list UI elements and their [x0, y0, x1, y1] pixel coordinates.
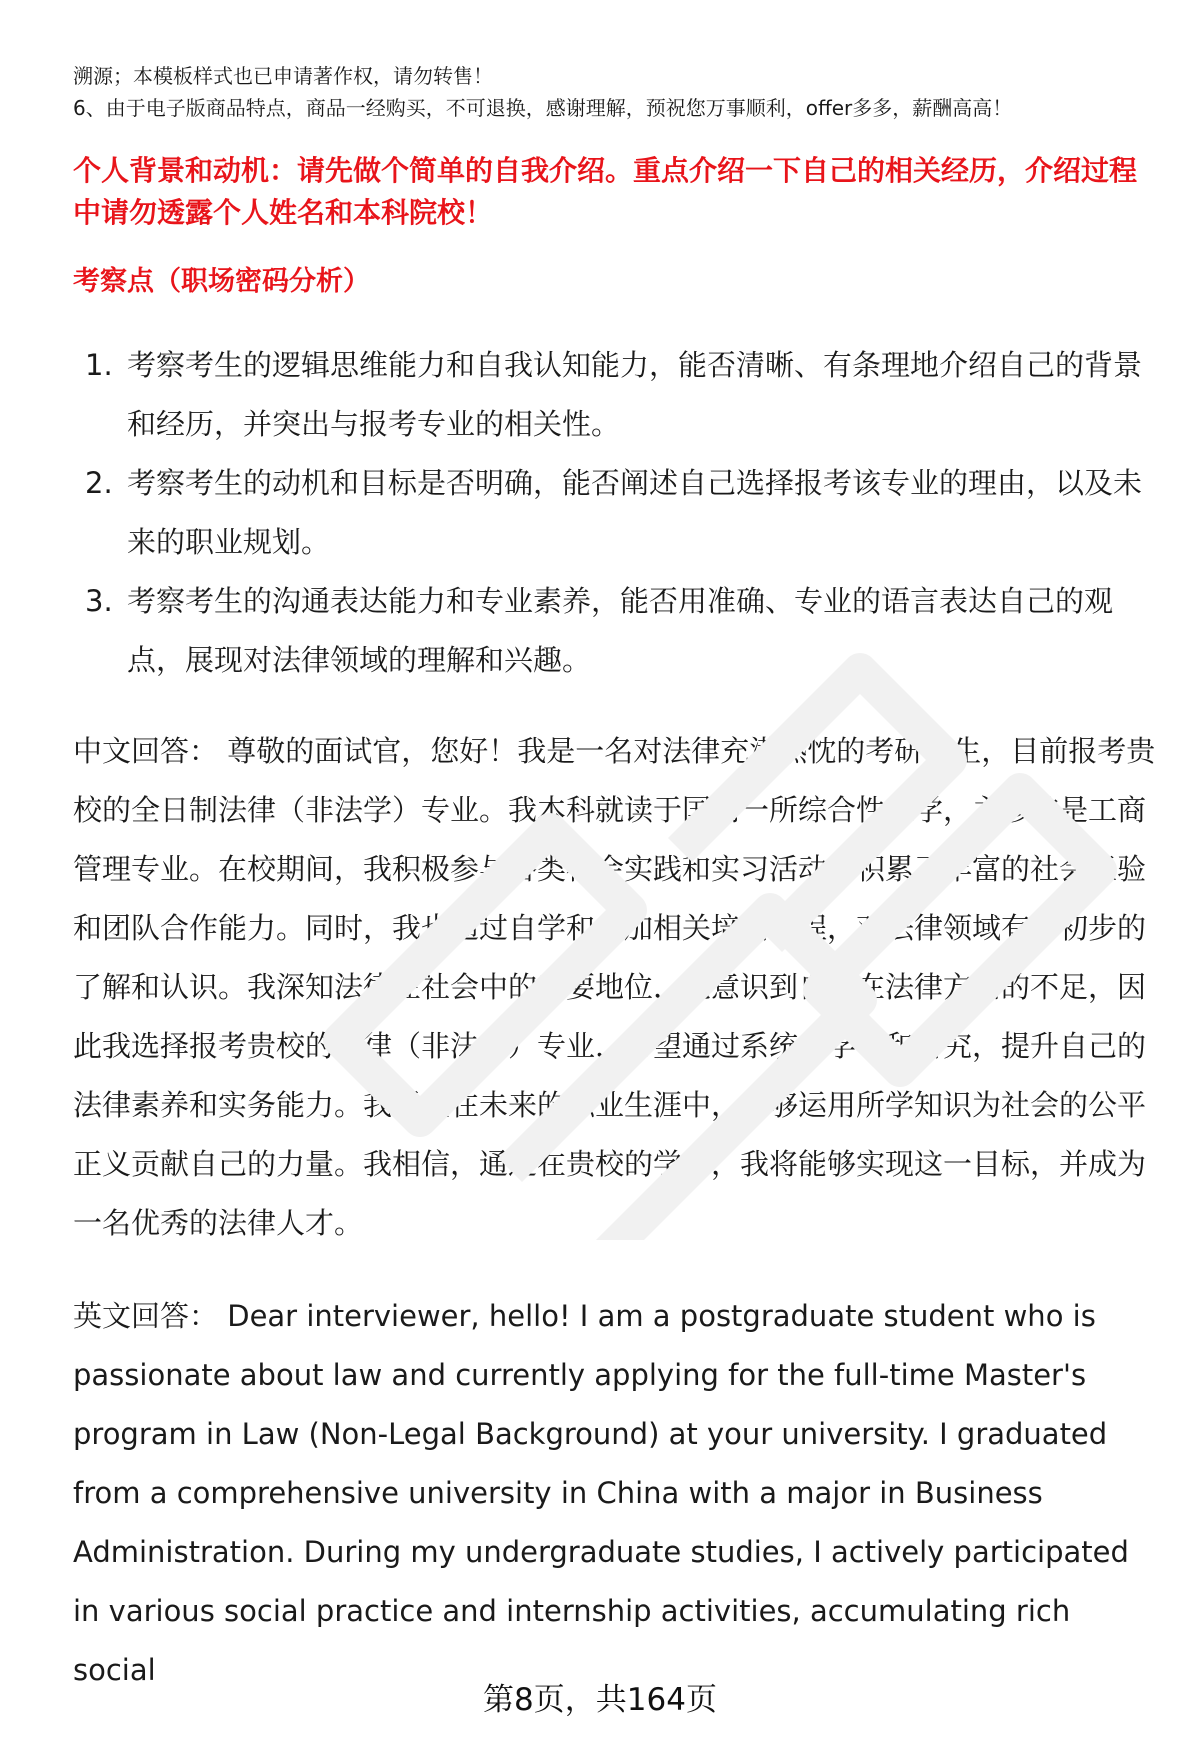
points-title: 考察点（职场密码分析）: [73, 266, 370, 297]
point-number: 1.: [85, 348, 113, 382]
answer-english-label: 英文回答：: [73, 1299, 219, 1333]
point-item: [73, 336, 1158, 454]
answer-chinese-label: 中文回答：: [73, 734, 219, 768]
point-number: 2.: [85, 466, 113, 500]
answer-english: [73, 1287, 1158, 1700]
point-text: 考察考生的沟通表达能力和专业素养，能否用准确、专业的语言表达自己的观点，展现对法律领域的理解和兴趣。: [127, 584, 1114, 677]
point-item: [73, 454, 1158, 572]
answer-chinese: [73, 722, 1158, 1253]
point-text: 考察考生的逻辑思维能力和自我认知能力，能否清晰、有条理地介绍自己的背景和经历，并突出与报考专业的相关性。: [127, 348, 1143, 441]
page-footer: 第8页，共164页: [483, 1682, 717, 1718]
point-text: 考察考生的动机和目标是否明确，能否阐述自己选择报考该专业的理由，以及未来的职业规划。: [127, 466, 1143, 559]
points-list: [73, 336, 1158, 690]
point-number: 3.: [85, 584, 113, 618]
point-item: [73, 572, 1158, 690]
question-heading: 个人背景和动机：请先做个简单的自我介绍。重点介绍一下自己的相关经历，介绍过程中请勿透露个人姓名和本科院校！: [73, 154, 1138, 229]
answer-english-text: Dear interviewer, hello! I am a postgraduate student who is passionate about law and currently applying for the full-time Master's program in Law (Non-Legal Background) at your university. I graduated from a comprehensive university in China with a major in Business Administration. During my undergraduate studies, I actively participated in various social practice and internship activities, accumulating rich social: [73, 1299, 1129, 1687]
answer-chinese-text: 尊敬的面试官，您好！我是一名对法律充满热忱的考研学生，目前报考贵校的全日制法律（非法学）专业。我本科就读于国内一所综合性大学，主修的是工商管理专业。在校期间，我积极参与各类社会实践和实习活动，积累了丰富的社会经验和团队合作能力。同时，我也通过自学和参加相关培训课程，对法律领域有了初步的了解和认识。我深知法律在社会中的重要地位，也意识到自己在法律方面的不足，因此我选择报考贵校的法律（非法学）专业，希望通过系统的学习和研究，提升自己的法律素养和实务能力。我渴望在未来的职业生涯中，能够运用所学知识为社会的公平正义贡献自己的力量。我相信，通过在贵校的学习，我将能够实现这一目标，并成为一名优秀的法律人才。: [73, 734, 1156, 1240]
notice-line-2: 6、由于电子版商品特点，商品一经购买，不可退换，感谢理解，预祝您万事顺利，offer多多，薪酬高高！: [73, 96, 1013, 120]
notice-line-1: 溯源；本模板样式也已申请著作权，请勿转售！: [73, 64, 493, 88]
